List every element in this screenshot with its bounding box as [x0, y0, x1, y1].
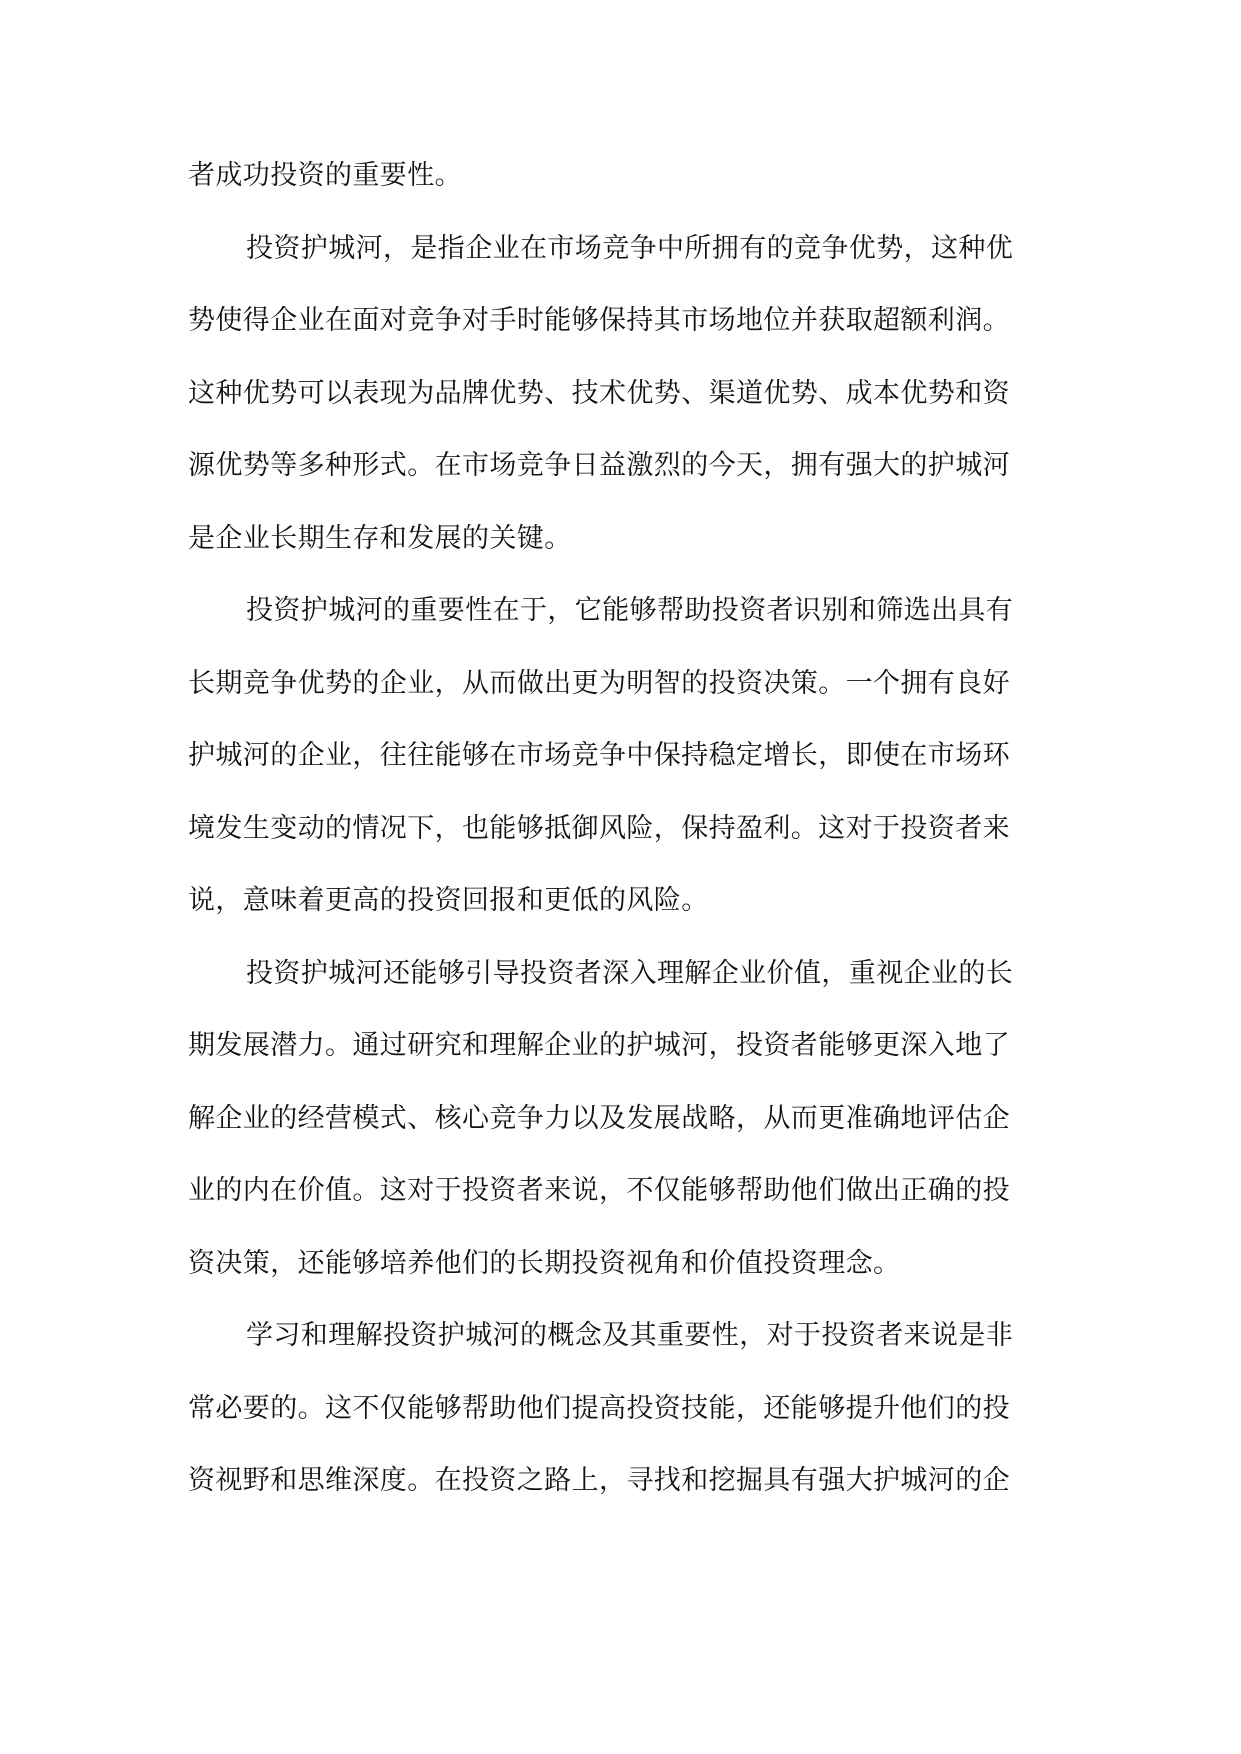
paragraph-5 — [188, 1300, 1058, 1518]
text-line: 资视野和思维深度。在投资之路上，寻找和挖掘具有强大护城河的企 — [188, 1465, 1010, 1496]
paragraph-3 — [188, 575, 1058, 938]
text-line: 投资护城河的重要性在于，它能够帮助投资者识别和筛选出具有 — [246, 595, 1014, 626]
text-line: 源优势等多种形式。在市场竞争日益激烈的今天，拥有强大的护城河 — [188, 450, 1010, 481]
text-line: 是企业长期生存和发展的关键。 — [188, 522, 572, 554]
paragraph-1 — [188, 140, 1058, 213]
text-line: 投资护城河，是指企业在市场竞争中所拥有的竞争优势，这种优 — [246, 232, 1014, 264]
text-line: 业的内在价值。这对于投资者来说，不仅能够帮助他们做出正确的投 — [188, 1175, 1010, 1206]
text-line: 说，意味着更高的投资回报和更低的风险。 — [188, 885, 709, 916]
text-line: 这种优势可以表现为品牌优势、技术优势、渠道优势、成本优势和资 — [188, 377, 1010, 409]
text-line: 常必要的。这不仅能够帮助他们提高投资技能，还能够提升他们的投 — [188, 1392, 1010, 1424]
text-line: 学习和理解投资护城河的概念及其重要性，对于投资者来说是非 — [246, 1320, 1014, 1351]
text-line: 投资护城河还能够引导投资者深入理解企业价值，重视企业的长 — [246, 957, 1014, 989]
text-line: 境发生变动的情况下，也能够抵御风险，保持盈利。这对于投资者来 — [188, 812, 1010, 844]
text-line: 势使得企业在面对竞争对手时能够保持其市场地位并获取超额利润。 — [188, 305, 1010, 336]
paragraph-2 — [188, 213, 1058, 576]
text-line: 护城河的企业，往往能够在市场竞争中保持稳定增长，即使在市场环 — [188, 740, 1010, 771]
text-line: 期发展潜力。通过研究和理解企业的护城河，投资者能够更深入地了 — [188, 1030, 1010, 1061]
paragraph-4 — [188, 938, 1058, 1301]
text-line: 解企业的经营模式、核心竞争力以及发展战略，从而更准确地评估企 — [188, 1102, 1010, 1134]
text-line: 者成功投资的重要性。 — [188, 160, 462, 191]
text-line: 长期竞争优势的企业，从而做出更为明智的投资决策。一个拥有良好 — [188, 667, 1010, 699]
text-line: 资决策，还能够培养他们的长期投资视角和价值投资理念。 — [188, 1247, 901, 1279]
document-body — [188, 140, 1058, 1518]
